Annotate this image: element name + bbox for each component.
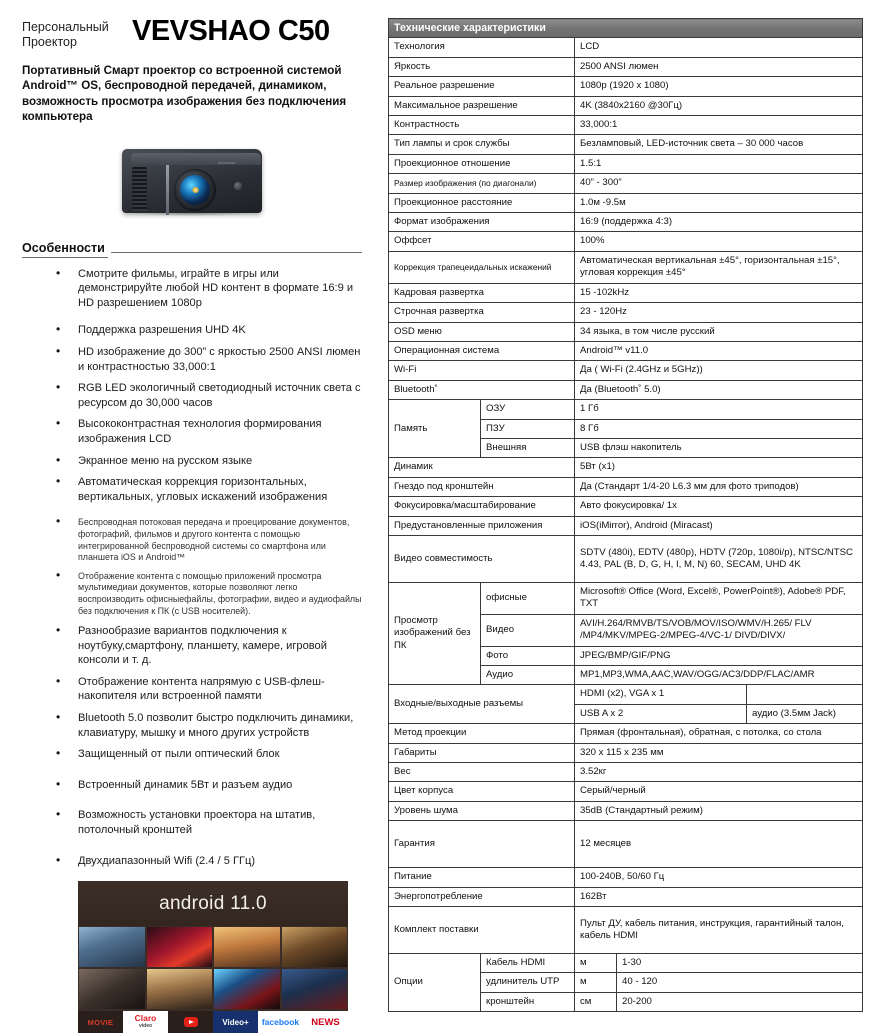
specifications-table-body bbox=[389, 19, 863, 1012]
options-name: кронштейн bbox=[481, 992, 575, 1011]
spec-key: Максимальное разрешение bbox=[389, 96, 575, 115]
spec-key: Фокусировка/масштабирование bbox=[389, 497, 575, 516]
spec-value: Прямая (фронтальная), обратная, с потолка, со стола bbox=[575, 724, 863, 743]
android-banner-title-bar bbox=[78, 881, 348, 926]
viewer-value: MP1,MP3,WMA,AAC,WAV/OGG/AC3/DDP/FLAC/AMR bbox=[575, 666, 863, 685]
spec-key: Метод проекции bbox=[389, 724, 575, 743]
spec-value: 33,000:1 bbox=[575, 116, 863, 135]
spec-key: Видео совместимость bbox=[389, 535, 575, 582]
spec-row bbox=[389, 782, 863, 801]
spec-value: Безламповый, LED-источник света – 30 000 часов bbox=[575, 135, 863, 154]
spec-row bbox=[389, 380, 863, 399]
projector-focus-knob bbox=[234, 182, 242, 190]
viewer-row bbox=[389, 582, 863, 614]
memory-value: USB флэш накопитель bbox=[575, 438, 863, 457]
spec-row bbox=[389, 801, 863, 820]
spec-key: Wi-Fi bbox=[389, 361, 575, 380]
features-heading-underline bbox=[22, 257, 108, 258]
feature-item: • Поддержка разрешения UHD 4K bbox=[22, 323, 362, 338]
spec-key: Питание bbox=[389, 868, 575, 887]
android-banner-thumbnails bbox=[78, 926, 348, 1011]
app-news[interactable]: NEWS bbox=[303, 1011, 348, 1033]
spec-value: 1.0м -9.5м bbox=[575, 193, 863, 212]
feature-item: • Высококонтрастная технология формирования изображения LCD bbox=[22, 417, 362, 446]
spec-key: Энергопотребление bbox=[389, 887, 575, 906]
spec-value: 3.52кг bbox=[575, 763, 863, 782]
spec-key: Контрастность bbox=[389, 116, 575, 135]
feature-item: • Смотрите фильмы, играйте в игры или демонстрируйте любой HD контент в формате 16:9 и HD разрешением 1080p bbox=[22, 267, 362, 311]
spec-row bbox=[389, 887, 863, 906]
product-brand-title: VEVSHAO C50 bbox=[132, 15, 330, 47]
spec-row bbox=[389, 868, 863, 887]
io-value-audio: аудио (3.5мм Jack) bbox=[747, 704, 863, 723]
viewer-sub: офисные bbox=[481, 582, 575, 614]
spec-key: Строчная развертка bbox=[389, 303, 575, 322]
spec-row bbox=[389, 458, 863, 477]
spec-value: Да ( Wi-Fi (2.4GHz и 5GHz)) bbox=[575, 361, 863, 380]
spec-value: 16:9 (поддержка 4:3) bbox=[575, 213, 863, 232]
table-header-title: Технические характеристики bbox=[389, 19, 863, 38]
spec-value: iOS(iMirror), Android (Miracast) bbox=[575, 516, 863, 535]
spec-value: 100-240В, 50/60 Гц bbox=[575, 868, 863, 887]
memory-sub: ПЗУ bbox=[481, 419, 575, 438]
io-row bbox=[389, 685, 863, 704]
spec-value: Автоматическая вертикальная ±45°, горизонтальная ±15°, угловая коррекция ±45° bbox=[575, 251, 863, 283]
options-name: Кабель HDMI bbox=[481, 954, 575, 973]
options-unit: см bbox=[575, 992, 617, 1011]
spec-key: Bluetooth˚ bbox=[389, 380, 575, 399]
spec-key: Яркость bbox=[389, 57, 575, 76]
spec-key: Коррекция трапецеидальных искажений bbox=[389, 251, 575, 283]
spec-key: Операционная система bbox=[389, 341, 575, 360]
projector-product-image bbox=[116, 143, 268, 219]
feature-item: • Защищенный от пыли оптический блок bbox=[22, 747, 362, 762]
android-banner bbox=[78, 881, 348, 1033]
viewer-key: Просмотр изображений без ПК bbox=[389, 582, 481, 684]
memory-row bbox=[389, 400, 863, 419]
projector-body bbox=[122, 149, 262, 213]
spec-row bbox=[389, 303, 863, 322]
spec-value: 320 x 115 x 235 мм bbox=[575, 743, 863, 762]
spec-value: LCD bbox=[575, 38, 863, 57]
memory-sub: ОЗУ bbox=[481, 400, 575, 419]
app-youtube[interactable] bbox=[168, 1011, 213, 1033]
viewer-sub: Фото bbox=[481, 646, 575, 665]
spec-value: Android™ v11.0 bbox=[575, 341, 863, 360]
app-claro-label: Claro bbox=[134, 1013, 157, 1024]
product-kicker: Персональный Проектор bbox=[22, 20, 109, 49]
viewer-sub: Видео bbox=[481, 614, 575, 646]
spec-key: Уровень шума bbox=[389, 801, 575, 820]
features-list bbox=[22, 267, 362, 869]
feature-item: • RGB LED экологичный светодиодный источник света с ресурсом до 30,000 часов bbox=[22, 381, 362, 410]
spec-key: Реальное разрешение bbox=[389, 77, 575, 96]
thumbnail-war bbox=[79, 969, 145, 1009]
spec-row bbox=[389, 477, 863, 496]
options-value: 40 - 120 bbox=[617, 973, 863, 992]
viewer-value: Microsoft® Office (Word, Excel®, PowerPoint®), Adobe® PDF, TXT bbox=[575, 582, 863, 614]
spec-value: 12 месяцев bbox=[575, 821, 863, 868]
spec-key: Гарантия bbox=[389, 821, 575, 868]
spec-row bbox=[389, 322, 863, 341]
spec-row bbox=[389, 135, 863, 154]
projector-vent-icon bbox=[132, 167, 147, 211]
product-subtitle: Портативный Смарт проектор со встроенной системой Android™ OS, беспроводной передачей, динамиком, возможность просмотра изображения без подключения компьютера bbox=[22, 64, 347, 124]
thumbnail-superhero bbox=[282, 969, 348, 1009]
spec-key: Проекционное отношение bbox=[389, 154, 575, 173]
spec-value: Авто фокусировка/ 1x bbox=[575, 497, 863, 516]
spec-row bbox=[389, 497, 863, 516]
viewer-sub: Аудио bbox=[481, 666, 575, 685]
spec-row bbox=[389, 96, 863, 115]
spec-row bbox=[389, 283, 863, 302]
app-facebook[interactable]: facebook bbox=[258, 1011, 303, 1033]
spec-value: 1.5:1 bbox=[575, 154, 863, 173]
options-value: 1-30 bbox=[617, 954, 863, 973]
specifications-panel bbox=[388, 18, 862, 1012]
spec-key: Предустановленные приложения bbox=[389, 516, 575, 535]
spec-value: 1080p (1920 x 1080) bbox=[575, 77, 863, 96]
spec-row bbox=[389, 193, 863, 212]
thumbnail-train bbox=[147, 969, 213, 1009]
spec-key: Цвет корпуса bbox=[389, 782, 575, 801]
android-version-label: android 11.0 bbox=[159, 892, 267, 914]
thumbnail-city bbox=[79, 927, 145, 967]
options-unit: м bbox=[575, 954, 617, 973]
feature-item: • Встроенный динамик 5Вт и разъем аудио bbox=[22, 778, 362, 793]
left-column bbox=[0, 0, 372, 1030]
spec-row bbox=[389, 821, 863, 868]
thumbnail-row-1 bbox=[78, 926, 348, 968]
spec-key: Динамик bbox=[389, 458, 575, 477]
feature-item: • Беспроводная потоковая передача и проецирование документов, фотографий, фильмов и другого контента с помощью интегрированной беспроводной системы со смартфона или планшета iOS и Android™ bbox=[22, 517, 362, 563]
feature-item: • Возможность установки проектора на штатив, потолочный кронштей bbox=[22, 808, 362, 837]
projector-logo: vevshao bbox=[218, 159, 236, 165]
feature-item: • Экранное меню на русском языке bbox=[22, 454, 362, 469]
features-heading-rule bbox=[111, 252, 362, 253]
feature-item: • Отображение контента напрямую с USB-флеш-накопителя или встроенной памяти bbox=[22, 675, 362, 704]
app-movie[interactable]: MOVIE bbox=[78, 1011, 123, 1033]
spec-key: Тип лампы и срок службы bbox=[389, 135, 575, 154]
spec-key: Вес bbox=[389, 763, 575, 782]
spec-row bbox=[389, 154, 863, 173]
spec-value: Да (Стандарт 1/4-20 L6.3 мм для фото триподов) bbox=[575, 477, 863, 496]
lens-glint-icon bbox=[192, 187, 199, 193]
spec-row bbox=[389, 763, 863, 782]
io-value-empty bbox=[747, 685, 863, 704]
spec-value: Серый/черный bbox=[575, 782, 863, 801]
options-value: 20-200 bbox=[617, 992, 863, 1011]
io-value-hdmi: HDMI (x2), VGA x 1 bbox=[575, 685, 747, 704]
memory-value: 1 Гб bbox=[575, 400, 863, 419]
spec-value: 35dB (Стандартный режим) bbox=[575, 801, 863, 820]
specifications-table bbox=[388, 18, 863, 1012]
spec-value: 23 - 120Hz bbox=[575, 303, 863, 322]
spec-row bbox=[389, 516, 863, 535]
thumbnail-hero bbox=[214, 969, 280, 1009]
spec-key: Оффсет bbox=[389, 232, 575, 251]
viewer-value: AVI/H.264/RMVB/TS/VOB/MOV/ISO/WMV/H.265/ FLV /MP4/MKV/MPEG-2/MPEG-4/VC-1/ DIVD/DIVX/ bbox=[575, 614, 863, 646]
spec-row bbox=[389, 724, 863, 743]
thumbnail-row-2 bbox=[78, 968, 348, 1010]
feature-item: • HD изображение до 300” с яркостью 2500 ANSI люмен и контрастностью 33,000:1 bbox=[22, 345, 362, 374]
viewer-value: JPEG/BMP/GIF/PNG bbox=[575, 646, 863, 665]
spec-row bbox=[389, 57, 863, 76]
spec-value: SDTV (480i), EDTV (480p), HDTV (720p, 1080i/p), NTSC/NTSC 4.43, PAL (B, D, G, H, I, M, N) 60, SECAM, UHD 4K bbox=[575, 535, 863, 582]
spec-row bbox=[389, 251, 863, 283]
options-row bbox=[389, 954, 863, 973]
io-key: Входные/выходные разъемы bbox=[389, 685, 575, 724]
spec-row bbox=[389, 361, 863, 380]
app-claro-sub: video bbox=[138, 1023, 153, 1030]
thumbnail-action bbox=[147, 927, 213, 967]
spec-value: Да (Bluetooth˚ 5.0) bbox=[575, 380, 863, 399]
spec-value: 40” - 300” bbox=[575, 174, 863, 193]
feature-item: • Bluetooth 5.0 позволит быстро подключить динамики, клавиатуру, мышку и много других устройств bbox=[22, 711, 362, 740]
spec-row bbox=[389, 213, 863, 232]
spec-value: 34 языка, в том числе русский bbox=[575, 322, 863, 341]
title-row bbox=[22, 14, 362, 50]
spec-row bbox=[389, 77, 863, 96]
thumbnail-drama bbox=[214, 927, 280, 967]
spec-value: 5Вт (x1) bbox=[575, 458, 863, 477]
options-key: Опции bbox=[389, 954, 481, 1012]
memory-key: Память bbox=[389, 400, 481, 458]
spec-key: Размер изображения (по диагонали) bbox=[389, 174, 575, 193]
spec-key: Кадровая развертка bbox=[389, 283, 575, 302]
spec-row bbox=[389, 341, 863, 360]
spec-row bbox=[389, 116, 863, 135]
spec-key: Технология bbox=[389, 38, 575, 57]
memory-value: 8 Гб bbox=[575, 419, 863, 438]
youtube-play-icon bbox=[184, 1017, 198, 1027]
feature-item: • Двухдиапазонный Wifi (2.4 / 5 ГГц) bbox=[22, 854, 362, 869]
spec-key: Гнездо под кронштейн bbox=[389, 477, 575, 496]
feature-item: • Автоматическая коррекция горизонтальных, вертикальных, угловых искажений изображения bbox=[22, 475, 362, 504]
projector-accent-strip bbox=[166, 165, 169, 215]
spec-value: 2500 ANSI люмен bbox=[575, 57, 863, 76]
feature-item: • Отображение контента с помощью приложений просмотра мультимедиаи документов, которые позволяют легко воспроизводить офисныефайлы, фотографии, видео и аудиофайлы без подключения к ПК (с USB носителей). bbox=[22, 571, 362, 617]
spec-value: 100% bbox=[575, 232, 863, 251]
table-header-row bbox=[389, 19, 863, 38]
options-name: удлинитель UTP bbox=[481, 973, 575, 992]
spec-value: 162Вт bbox=[575, 887, 863, 906]
app-claro-video[interactable] bbox=[123, 1011, 168, 1033]
thumbnail-western bbox=[282, 927, 348, 967]
spec-key: Комплект поставки bbox=[389, 907, 575, 954]
spec-row bbox=[389, 174, 863, 193]
io-value-usb: USB A x 2 bbox=[575, 704, 747, 723]
spec-row bbox=[389, 535, 863, 582]
spec-row bbox=[389, 743, 863, 762]
spec-value: 15 -102kHz bbox=[575, 283, 863, 302]
app-video-plus[interactable]: Video+ bbox=[213, 1011, 258, 1033]
projector-top-panel bbox=[131, 153, 261, 165]
options-unit: м bbox=[575, 973, 617, 992]
spec-row bbox=[389, 232, 863, 251]
spec-key: OSD меню bbox=[389, 322, 575, 341]
spec-row bbox=[389, 907, 863, 954]
spec-key: Габариты bbox=[389, 743, 575, 762]
android-app-row bbox=[78, 1011, 348, 1033]
spec-key: Формат изображения bbox=[389, 213, 575, 232]
spec-row bbox=[389, 38, 863, 57]
spec-key: Проекционное расстояние bbox=[389, 193, 575, 212]
features-heading-row bbox=[22, 241, 362, 257]
features-heading: Особенности bbox=[22, 240, 105, 255]
feature-item: • Разнообразие вариантов подключения к ноутбуку,смартфону, планшету, камере, игровой консоли и т. д. bbox=[22, 624, 362, 668]
memory-sub: Внешняя bbox=[481, 438, 575, 457]
spec-value: 4K (3840x2160 @30Гц) bbox=[575, 96, 863, 115]
spec-value: Пульт ДУ, кабель питания, инструкция, гарантийный талон, кабель HDMI bbox=[575, 907, 863, 954]
